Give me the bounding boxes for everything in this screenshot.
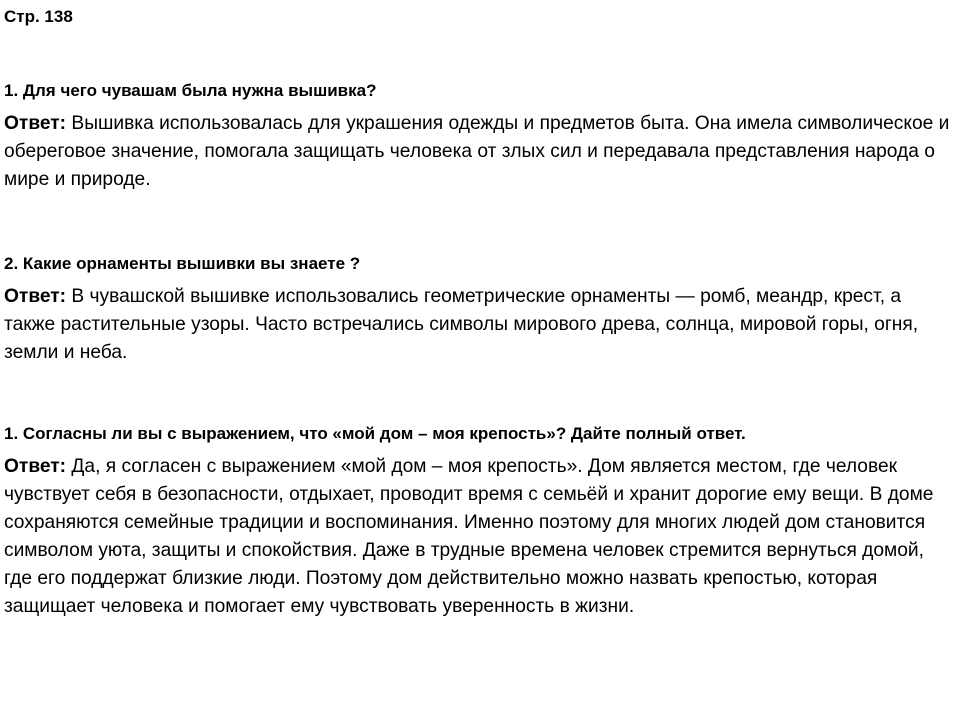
- qa-block-1: [4, 78, 957, 194]
- answer-label: Ответ:: [4, 113, 67, 134]
- question-1: 1. Для чего чувашам была нужна вышивка?: [4, 81, 377, 100]
- answer-1: [4, 110, 956, 194]
- answer-2: [4, 283, 956, 367]
- qa-block-2: [4, 251, 957, 367]
- answer-label: Ответ:: [4, 456, 67, 477]
- answer-text: Да, я согласен с выражением «мой дом – моя крепость». Дом является местом, где человек чувствует себя в безопасности, отдыхает, проводит время с семьёй и хранит дорогие ему вещи. В доме сохраняются семейные традиции и воспоминания. Именно поэтому для многих людей дом становится символом уюта, защиты и спокойствия. Даже в трудные времена человек стремится вернуться домой, где его поддержат близкие люди. Поэтому дом действительно можно назвать крепостью, которая защищает человека и помогает ему чувствовать уверенность в жизни.: [4, 456, 934, 617]
- question-2: 2. Какие орнаменты вышивки вы знаете ?: [4, 254, 361, 273]
- answer-3: [4, 453, 956, 621]
- qa-block-3: [4, 421, 957, 621]
- answer-text: В чувашской вышивке использовались геометрические орнаменты — ромб, меандр, крест, а также растительные узоры. Часто встречались символы мирового древа, солнца, мировой горы, огня, земли и неба.: [4, 286, 919, 363]
- answer-text: Вышивка использовалась для украшения одежды и предметов быта. Она имела символическое и обереговое значение, помогала защищать человека от злых сил и передавала представления народа о мире и природе.: [4, 113, 950, 190]
- page-number: Стр. 138: [4, 7, 73, 26]
- question-3: 1. Согласны ли вы с выражением, что «мой дом – моя крепость»? Дайте полный ответ.: [4, 424, 746, 443]
- answer-label: Ответ:: [4, 286, 67, 307]
